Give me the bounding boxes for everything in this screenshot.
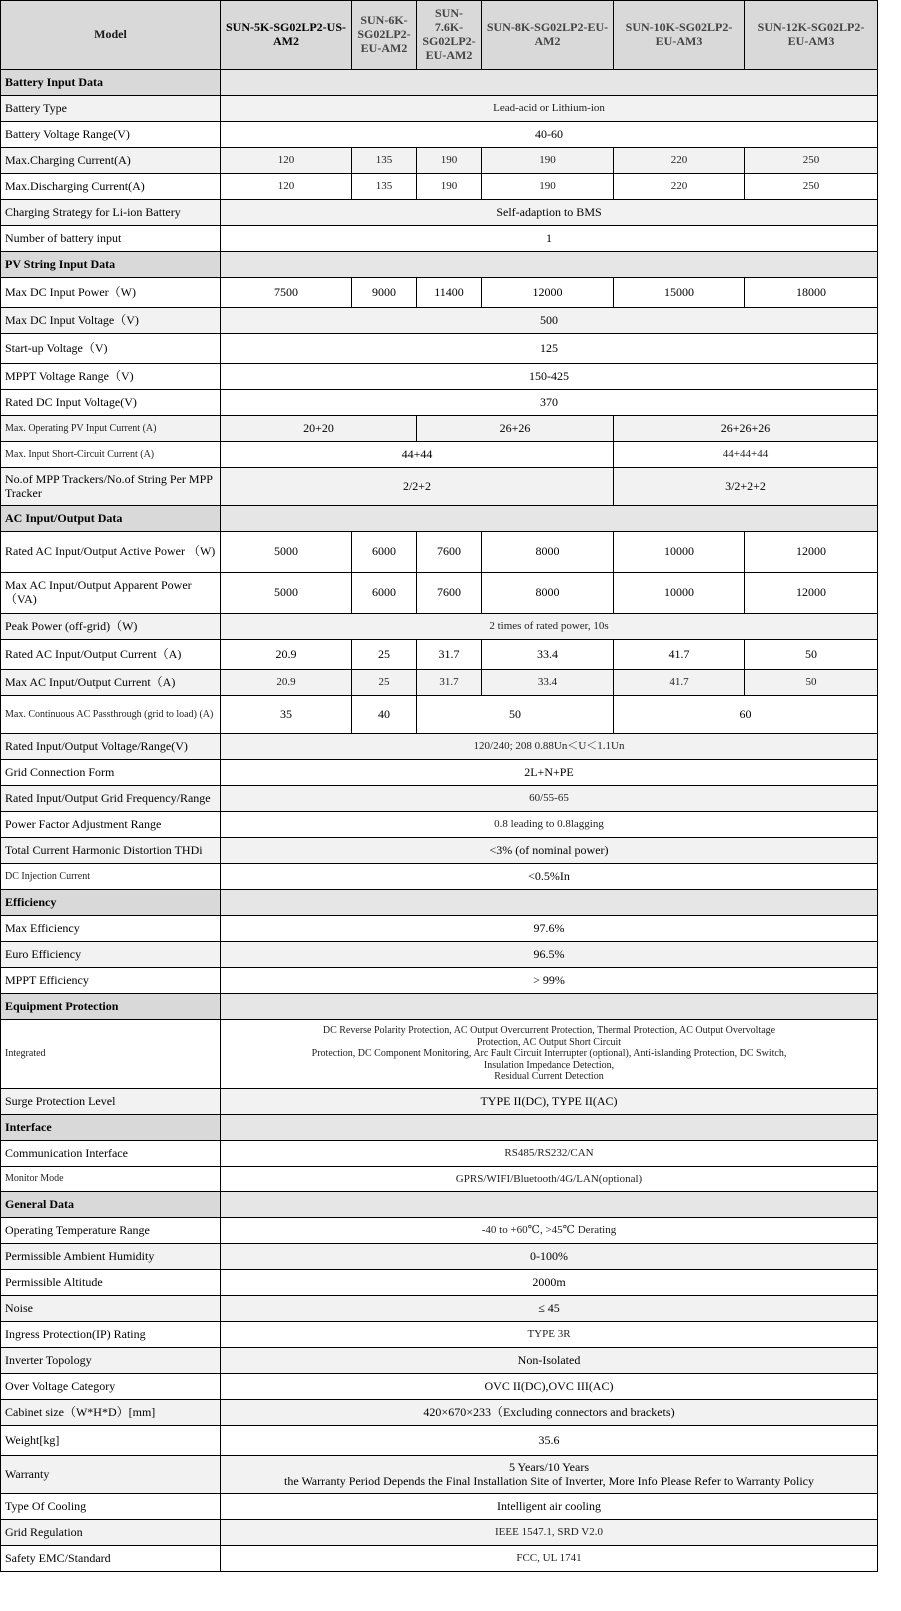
row-value: 50 [417, 696, 614, 734]
section-title: Equipment Protection [1, 994, 221, 1020]
row-label: Grid Regulation [1, 1520, 221, 1546]
section-row [1, 890, 878, 916]
row-value: 7500 [221, 278, 352, 308]
row-label: Ingress Protection(IP) Rating [1, 1322, 221, 1348]
table-row [1, 838, 878, 864]
row-value: 5 Years/10 Years the Warranty Period Depends the Final Installation Site of Inverter, More Info Please Refer to Warranty Policy [221, 1456, 878, 1494]
row-label: DC Injection Current [1, 864, 221, 890]
row-value: GPRS/WIFI/Bluetooth/4G/LAN(optional) [221, 1167, 878, 1192]
row-label: Total Current Harmonic Distortion THDi [1, 838, 221, 864]
row-value: 12000 [745, 532, 878, 573]
row-label: Max.Discharging Current(A) [1, 174, 221, 200]
row-label: Max. Operating PV Input Current (A) [1, 416, 221, 442]
table-row [1, 278, 878, 308]
row-label: Rated AC Input/Output Active Power （W) [1, 532, 221, 573]
table-row [1, 96, 878, 122]
table-row [1, 812, 878, 838]
row-value: 120 [221, 148, 352, 174]
row-value: 50 [745, 670, 878, 696]
section-row [1, 70, 878, 96]
row-label: Max DC Input Power（W) [1, 278, 221, 308]
row-value: IEEE 1547.1, SRD V2.0 [221, 1520, 878, 1546]
row-value: 31.7 [417, 670, 482, 696]
table-row [1, 864, 878, 890]
row-value: 370 [221, 390, 878, 416]
row-value: 500 [221, 308, 878, 334]
row-label: Permissible Altitude [1, 1270, 221, 1296]
row-value: 20.9 [221, 640, 352, 670]
section-title: PV String Input Data [1, 252, 221, 278]
row-value: 12000 [482, 278, 614, 308]
row-label: Max AC Input/Output Current（A) [1, 670, 221, 696]
row-value: 33.4 [482, 640, 614, 670]
row-value: 5000 [221, 573, 352, 614]
row-label: Permissible Ambient Humidity [1, 1244, 221, 1270]
row-label: Rated AC Input/Output Current（A) [1, 640, 221, 670]
row-value: 44+44+44 [614, 442, 878, 468]
row-value: 26+26+26 [614, 416, 878, 442]
table-row [1, 1400, 878, 1426]
row-value: 50 [745, 640, 878, 670]
row-value: 96.5% [221, 942, 878, 968]
table-row [1, 1270, 878, 1296]
row-value: ≤ 45 [221, 1296, 878, 1322]
row-value: 2L+N+PE [221, 760, 878, 786]
row-value: Self-adaption to BMS [221, 200, 878, 226]
row-label: Warranty [1, 1456, 221, 1494]
table-row [1, 1546, 878, 1572]
table-row [1, 226, 878, 252]
row-value: 8000 [482, 532, 614, 573]
row-value: 8000 [482, 573, 614, 614]
row-value: TYPE 3R [221, 1322, 878, 1348]
row-value: OVC II(DC),OVC III(AC) [221, 1374, 878, 1400]
table-row [1, 334, 878, 364]
model-header: Model [1, 1, 221, 70]
row-value: <3% (of nominal power) [221, 838, 878, 864]
row-label: Power Factor Adjustment Range [1, 812, 221, 838]
row-value: > 99% [221, 968, 878, 994]
row-value: 0-100% [221, 1244, 878, 1270]
table-row [1, 573, 878, 614]
table-row [1, 532, 878, 573]
row-value: 9000 [352, 278, 417, 308]
row-label: Max. Continuous AC Passthrough (grid to load) (A) [1, 696, 221, 734]
row-value: 10000 [614, 573, 745, 614]
row-value: 40 [352, 696, 417, 734]
section-row [1, 1115, 878, 1141]
table-row [1, 1348, 878, 1374]
table-row [1, 308, 878, 334]
row-value: 190 [482, 148, 614, 174]
table-row [1, 670, 878, 696]
table-row [1, 1520, 878, 1546]
row-label: Type Of Cooling [1, 1494, 221, 1520]
table-row [1, 1456, 878, 1494]
model-name: SUN-5K-SG02LP2-US-AM2 [221, 1, 352, 70]
row-label: Rated Input/Output Grid Frequency/Range [1, 786, 221, 812]
row-value: 190 [417, 148, 482, 174]
row-value: 2 times of rated power, 10s [221, 614, 878, 640]
row-value: 33.4 [482, 670, 614, 696]
row-value: 25 [352, 640, 417, 670]
row-value: 1 [221, 226, 878, 252]
table-row [1, 1089, 878, 1115]
table-row [1, 442, 878, 468]
row-value: <0.5%In [221, 864, 878, 890]
row-value: 10000 [614, 532, 745, 573]
row-value: 7600 [417, 532, 482, 573]
table-row [1, 696, 878, 734]
section-title: Battery Input Data [1, 70, 221, 96]
table-row [1, 1218, 878, 1244]
row-value: 220 [614, 148, 745, 174]
row-label: Rated Input/Output Voltage/Range(V) [1, 734, 221, 760]
table-row [1, 122, 878, 148]
row-value: 2000m [221, 1270, 878, 1296]
row-label: Max Efficiency [1, 916, 221, 942]
model-name: SUN-12K-SG02LP2-EU-AM3 [745, 1, 878, 70]
section-title: Interface [1, 1115, 221, 1141]
model-name: SUN-8K-SG02LP2-EU-AM2 [482, 1, 614, 70]
row-value: 20.9 [221, 670, 352, 696]
table-row [1, 916, 878, 942]
table-row [1, 148, 878, 174]
row-label: Safety EMC/Standard [1, 1546, 221, 1572]
row-label: Charging Strategy for Li-ion Battery [1, 200, 221, 226]
row-label: Noise [1, 1296, 221, 1322]
row-value: 40-60 [221, 122, 878, 148]
model-name: SUN-7.6K-SG02LP2-EU-AM2 [417, 1, 482, 70]
model-name: SUN-6K-SG02LP2-EU-AM2 [352, 1, 417, 70]
table-row [1, 640, 878, 670]
row-label: Grid Connection Form [1, 760, 221, 786]
row-value: 25 [352, 670, 417, 696]
row-value: 190 [482, 174, 614, 200]
row-value: Intelligent air cooling [221, 1494, 878, 1520]
table-row [1, 1322, 878, 1348]
row-label: Cabinet size（W*H*D）[mm] [1, 1400, 221, 1426]
row-label: Peak Power (off-grid)（W) [1, 614, 221, 640]
row-label: Max AC Input/Output Apparent Power （VA) [1, 573, 221, 614]
row-value: 135 [352, 148, 417, 174]
row-value: 26+26 [417, 416, 614, 442]
table-row [1, 1426, 878, 1456]
table-row [1, 1296, 878, 1322]
table-row [1, 1374, 878, 1400]
row-value: TYPE II(DC), TYPE II(AC) [221, 1089, 878, 1115]
row-value: RS485/RS232/CAN [221, 1141, 878, 1167]
row-value: 20+20 [221, 416, 417, 442]
row-value: 35.6 [221, 1426, 878, 1456]
table-row [1, 734, 878, 760]
table-row [1, 1494, 878, 1520]
section-row [1, 506, 878, 532]
table-row [1, 942, 878, 968]
row-value: 60/55-65 [221, 786, 878, 812]
section-row [1, 994, 878, 1020]
row-value: 3/2+2+2 [614, 468, 878, 506]
row-label: Max. Input Short-Circuit Current (A) [1, 442, 221, 468]
table-row [1, 760, 878, 786]
row-label: Inverter Topology [1, 1348, 221, 1374]
section-row [1, 1192, 878, 1218]
row-value: 31.7 [417, 640, 482, 670]
row-label: Euro Efficiency [1, 942, 221, 968]
row-label: Max.Charging Current(A) [1, 148, 221, 174]
row-value: DC Reverse Polarity Protection, AC Output Overcurrent Protection, Thermal Protection, AC Output Overvoltage Protection, AC Output Short Circuit Protection, DC Component Monitoring, Arc Fault Circuit Interrupter (optional), Anti-islanding Protection, DC Switch, Insulation Impedance Detection, Residual Current Detection [221, 1020, 878, 1089]
row-label: Number of battery input [1, 226, 221, 252]
row-value: 11400 [417, 278, 482, 308]
row-value: 6000 [352, 573, 417, 614]
table-row [1, 968, 878, 994]
row-value: 7600 [417, 573, 482, 614]
section-title: Efficiency [1, 890, 221, 916]
table-row [1, 200, 878, 226]
table-row [1, 1020, 878, 1089]
row-label: Max DC Input Voltage（V) [1, 308, 221, 334]
row-value: Non-Isolated [221, 1348, 878, 1374]
row-value: 12000 [745, 573, 878, 614]
row-value: 18000 [745, 278, 878, 308]
row-value: -40 to +60℃, >45℃ Derating [221, 1218, 878, 1244]
row-value: 5000 [221, 532, 352, 573]
row-label: Start-up Voltage（V) [1, 334, 221, 364]
table-row [1, 468, 878, 506]
row-value: 60 [614, 696, 878, 734]
table-row [1, 614, 878, 640]
row-value: 15000 [614, 278, 745, 308]
row-value: 125 [221, 334, 878, 364]
row-value: 150-425 [221, 364, 878, 390]
table-row [1, 364, 878, 390]
row-value: 250 [745, 148, 878, 174]
row-value: 97.6% [221, 916, 878, 942]
table-row [1, 390, 878, 416]
row-value: 2/2+2 [221, 468, 614, 506]
row-value: 44+44 [221, 442, 614, 468]
table-row [1, 416, 878, 442]
table-row [1, 174, 878, 200]
row-value: Lead-acid or Lithium-ion [221, 96, 878, 122]
row-label: Monitor Mode [1, 1167, 221, 1192]
row-value: 420×670×233（Excluding connectors and brackets) [221, 1400, 878, 1426]
table-row [1, 786, 878, 812]
section-title: General Data [1, 1192, 221, 1218]
row-value: FCC, UL 1741 [221, 1546, 878, 1572]
row-value: 41.7 [614, 670, 745, 696]
row-label: Integrated [1, 1020, 221, 1089]
header-row [1, 1, 878, 70]
row-value: 6000 [352, 532, 417, 573]
row-label: Weight[kg] [1, 1426, 221, 1456]
row-value: 220 [614, 174, 745, 200]
row-label: Battery Voltage Range(V) [1, 122, 221, 148]
row-label: Over Voltage Category [1, 1374, 221, 1400]
row-label: Surge Protection Level [1, 1089, 221, 1115]
row-label: MPPT Efficiency [1, 968, 221, 994]
row-label: MPPT Voltage Range（V) [1, 364, 221, 390]
table-row [1, 1141, 878, 1167]
table-row [1, 1167, 878, 1192]
row-value: 35 [221, 696, 352, 734]
row-label: Rated DC Input Voltage(V) [1, 390, 221, 416]
row-value: 135 [352, 174, 417, 200]
section-row [1, 252, 878, 278]
model-name: SUN-10K-SG02LP2-EU-AM3 [614, 1, 745, 70]
row-value: 0.8 leading to 0.8lagging [221, 812, 878, 838]
row-label: Operating Temperature Range [1, 1218, 221, 1244]
row-value: 41.7 [614, 640, 745, 670]
row-value: 190 [417, 174, 482, 200]
row-value: 250 [745, 174, 878, 200]
row-label: Battery Type [1, 96, 221, 122]
row-value: 120/240; 208 0.88Un＜U＜1.1Un [221, 734, 878, 760]
row-label: Communication Interface [1, 1141, 221, 1167]
table-row [1, 1244, 878, 1270]
row-label: No.of MPP Trackers/No.of String Per MPP Tracker [1, 468, 221, 506]
row-value: 120 [221, 174, 352, 200]
section-title: AC Input/Output Data [1, 506, 221, 532]
